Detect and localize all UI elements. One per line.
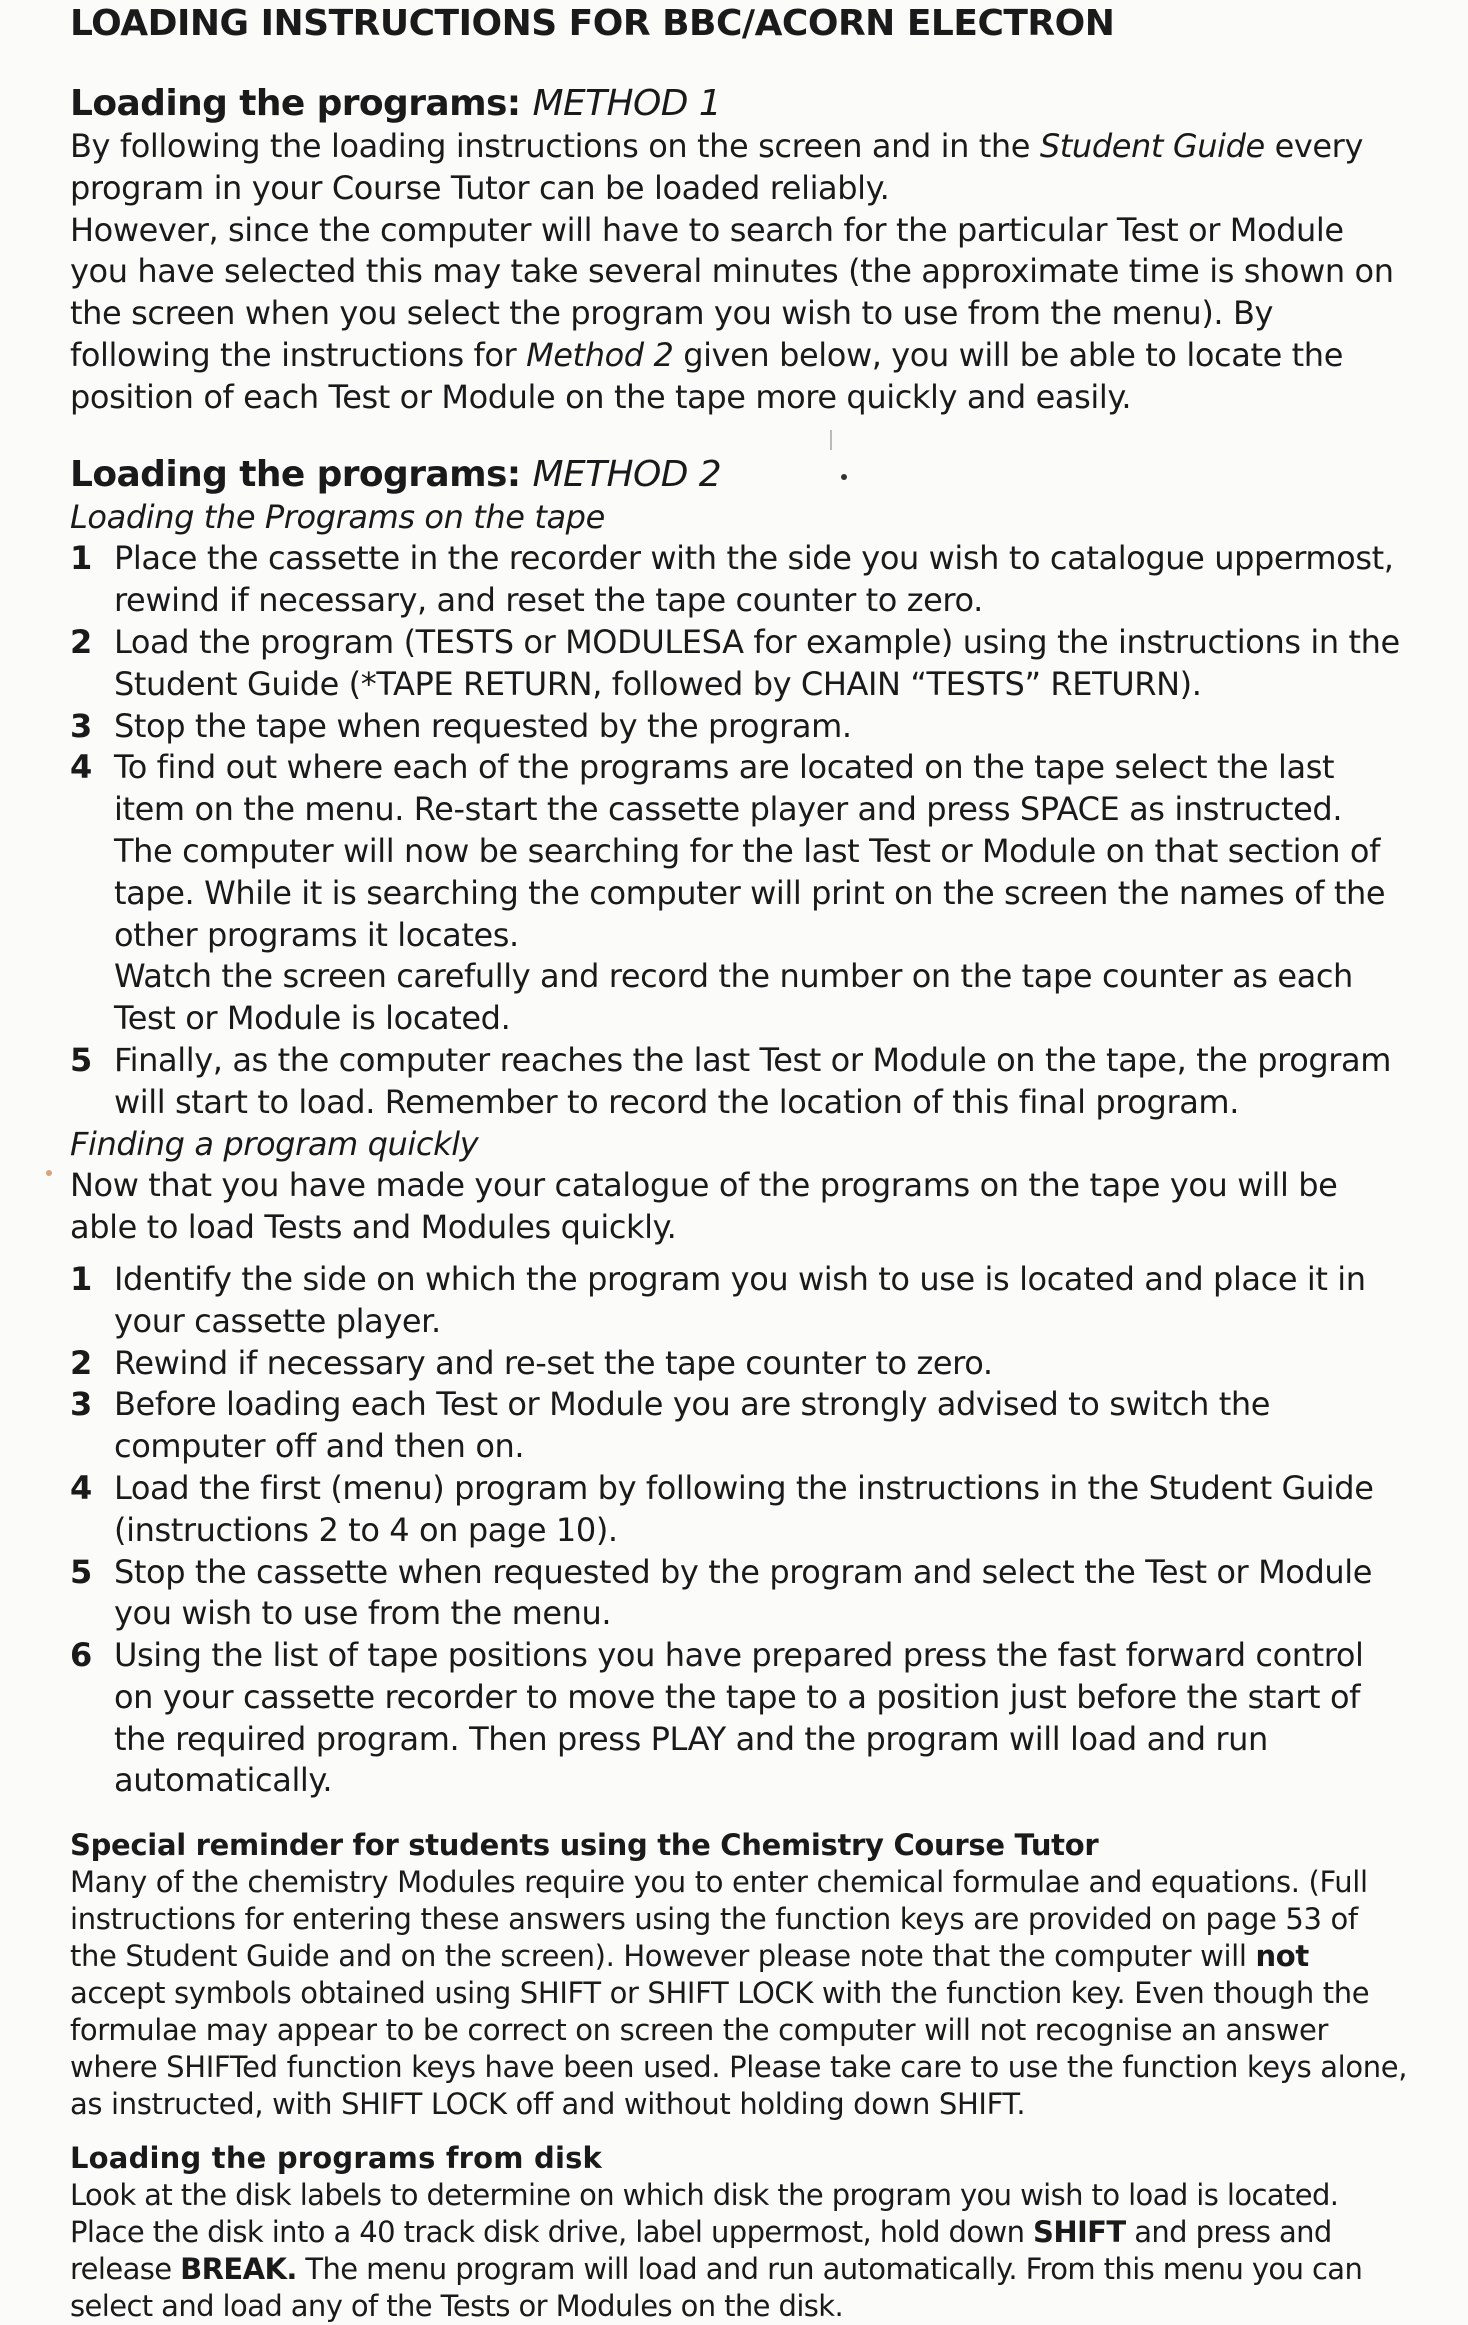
method1-p1-text-a: By following the loading instructions on the screen and in the — [70, 127, 1040, 165]
list-item — [70, 1468, 1408, 1552]
reminder-text-b: accept symbols obtained using SHIFT or SHIFT LOCK with the function key. Even though the formulae may appear to be correct on screen the computer will not recognise an answer where SHIFTed function keys have been used. Please take care to use the function keys alone, as instructed, with SHIFT LOCK off and without holding down SHIFT. — [70, 1976, 1408, 2122]
step-number: 2 — [70, 1343, 92, 1382]
step-text: Load the first (menu) program by following the instructions in the Student Guide (instructions 2 to 4 on page 10). — [114, 1468, 1374, 1549]
chemistry-reminder-text — [70, 1864, 1408, 2123]
disk-heading: Loading the programs from disk — [70, 2141, 603, 2176]
step-number: 5 — [70, 1040, 92, 1079]
disk-key-shift: SHIFT — [1033, 2215, 1126, 2250]
list-item — [70, 1384, 1408, 1468]
method1-heading — [70, 82, 1408, 126]
method2-heading-label: Loading the programs: — [70, 453, 521, 495]
method1-p2-text-a: However, since the computer will have to search for the particular Test or Module you have selected this may take several minutes (the approximate time is shown on the screen when you select the program you wish to use from the menu). By following the instructions for — [70, 210, 1394, 374]
disk-text-c: The menu program will load and run automatically. From this menu you can select and load any of the Tests or Modules on the disk. — [70, 2252, 1363, 2324]
disk-key-break: BREAK. — [180, 2252, 297, 2287]
method1-p1-text-b: every program in your Course Tutor can be loaded reliably. — [70, 127, 1363, 207]
tape-catalogue-steps — [70, 538, 1408, 1123]
method1-paragraph-2 — [70, 210, 1408, 419]
scan-dot — [841, 474, 847, 480]
step-number: 1 — [70, 1259, 92, 1298]
method2-heading — [70, 453, 1408, 497]
step-text: Identify the side on which the program you wish to use is located and place it in your cassette player. — [114, 1259, 1366, 1340]
step-number: 4 — [70, 748, 92, 787]
method1-paragraph-1 — [70, 126, 1408, 210]
step-text: Using the list of tape positions you have prepared press the fast forward control on your cassette recorder to move the tape to a position just before the start of the required program. Then press PLAY and the program will load and run automatically. — [114, 1636, 1364, 1800]
scan-mark — [830, 430, 832, 450]
step-text: Stop the tape when requested by the program. — [114, 706, 852, 745]
step-text: Rewind if necessary and re-set the tape counter to zero. — [114, 1343, 993, 1382]
method2-heading-method: METHOD 2 — [532, 453, 722, 495]
list-item — [70, 622, 1408, 706]
list-item — [70, 1259, 1408, 1343]
step-text: Before loading each Test or Module you are strongly advised to switch the computer off and then on. — [114, 1385, 1271, 1466]
list-item — [70, 747, 1408, 1040]
chemistry-reminder-heading: Special reminder for students using the Chemistry Course Tutor — [70, 1828, 1099, 1863]
list-item — [70, 538, 1408, 622]
method1-heading-label: Loading the programs: — [70, 83, 521, 124]
list-item — [70, 1635, 1408, 1802]
method2-subhead-quick: Finding a program quickly — [70, 1124, 479, 1163]
reminder-text-not: not — [1255, 1939, 1309, 1974]
step-text: To find out where each of the programs are located on the tape select the last item on the menu. Re-start the cassette player and press SPACE as instructed. The computer will now be searching for the last Test or Module on that section of tape. While it is searching the computer will print on the screen the names of the other programs it locates. — [114, 748, 1386, 954]
list-item — [70, 1343, 1408, 1385]
quick-load-steps — [70, 1259, 1408, 1802]
disk-text-b: and press and release — [70, 2215, 1332, 2287]
method1-section — [70, 82, 1408, 419]
method2-subhead-tape: Loading the Programs on the tape — [70, 497, 605, 536]
scan-dot — [46, 1170, 52, 1176]
page-title: LOADING INSTRUCTIONS FOR BBC/ACORN ELECTRON — [70, 3, 1115, 44]
method1-heading-method: METHOD 1 — [532, 83, 722, 124]
step-number: 5 — [70, 1552, 92, 1591]
disk-text — [70, 2177, 1408, 2325]
method1-p1-student-guide: Student Guide — [1039, 127, 1265, 165]
step-number: 3 — [70, 1385, 92, 1424]
step-text-continued: Watch the screen carefully and record the number on the tape counter as each Test or Module is located. — [114, 957, 1353, 1038]
method1-p2-method2: Method 2 — [526, 335, 674, 374]
step-text-group — [114, 747, 1408, 1040]
list-item — [70, 1552, 1408, 1636]
step-number: 4 — [70, 1468, 92, 1507]
method2-section — [70, 453, 1408, 1803]
step-text: Place the cassette in the recorder with the side you wish to catalogue uppermost, rewind if necessary, and reset the tape counter to zero. — [114, 539, 1394, 620]
chemistry-reminder-section — [70, 1826, 1408, 2123]
disk-text-a: Look at the disk labels to determine on which disk the program you wish to load is located. Place the disk into a 40 track disk drive, label uppermost, hold down — [70, 2178, 1339, 2250]
step-number: 6 — [70, 1636, 92, 1675]
method2-quick-intro: Now that you have made your catalogue of the programs on the tape you will be able to load Tests and Modules quickly. — [70, 1166, 1338, 1247]
list-item — [70, 1040, 1408, 1124]
step-number: 3 — [70, 706, 92, 745]
reminder-text-a: Many of the chemistry Modules require you to enter chemical formulae and equations. (Full instructions for entering these answers using the function keys are provided on page 53 of the Student Guide and on the screen). However please note that the computer will — [70, 1865, 1368, 1974]
step-number: 2 — [70, 622, 92, 661]
step-number: 1 — [70, 539, 92, 578]
method1-p2-text-b: given below, you will be able to locate the position of each Test or Module on the tape more quickly and easily. — [70, 335, 1343, 416]
list-item — [70, 706, 1408, 748]
step-text: Stop the cassette when requested by the program and select the Test or Module you wish to use from the menu. — [114, 1552, 1373, 1633]
disk-section — [70, 2139, 1408, 2325]
step-text: Load the program (TESTS or MODULESA for example) using the instructions in the Student Guide (*TAPE RETURN, followed by CHAIN “TESTS” RETURN). — [114, 622, 1400, 703]
step-text: Finally, as the computer reaches the last Test or Module on the tape, the program will start to load. Remember to record the location of this final program. — [114, 1040, 1392, 1121]
